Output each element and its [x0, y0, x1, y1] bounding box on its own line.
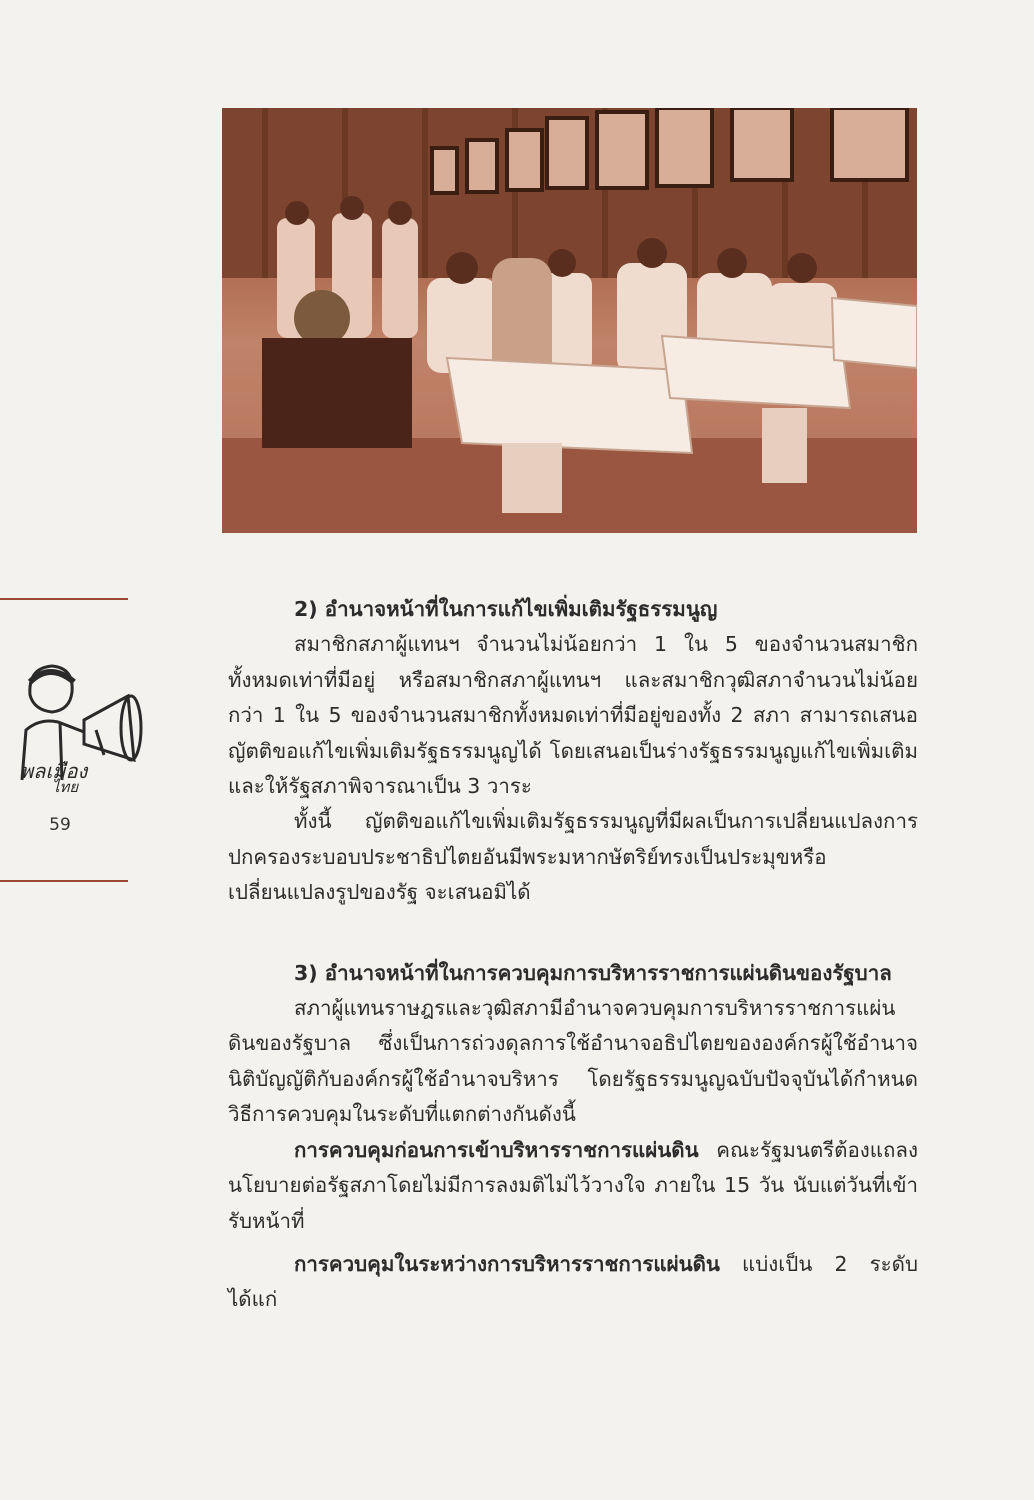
section-3-para-1: สภาผู้แทนราษฎรและวุฒิสภามีอำนาจควบคุมการบริหารราชการแผ่นดินของรัฐบาล ซึ่งเป็นการถ่วงดุลการใช้อำนาจอธิปไตยขององค์กรผู้ใช้อำนาจนิติบัญญัติกับองค์กรผู้ใช้อำนาจบริหาร โดยรัฐธรรมนูญฉบับปัจจุบันได้กำหนดวิธีการควบคุมในระดับที่แตกต่างกันดังนี้ — [228, 996, 918, 1127]
megaphone-icon — [0, 660, 150, 795]
svg-text:ไทย: ไทย — [52, 778, 79, 795]
section-3-para-3-bold: การควบคุมในระหว่างการบริหารราชการแผ่นดิน — [294, 1251, 720, 1276]
section-2-heading: 2) อำนาจหน้าที่ในการแก้ไขเพิ่มเติมรัฐธรรมนูญ — [294, 597, 718, 621]
mascot-logo — [0, 660, 150, 795]
photo-illustration — [222, 108, 917, 533]
body-text — [228, 592, 918, 1318]
svg-text:พลเมือง: พลเมือง — [20, 759, 88, 783]
section-3-heading: 3) อำนาจหน้าที่ในการควบคุมการบริหารราชการแผ่นดินของรัฐบาล — [294, 960, 892, 985]
section-3-para-3 — [228, 1247, 918, 1318]
margin-rule-bottom — [0, 880, 128, 882]
section-3-para-2-bold: การควบคุมก่อนการเข้าบริหารราชการแผ่นดิน — [294, 1137, 699, 1162]
assembly-photo — [222, 108, 917, 533]
section-3-para-2 — [228, 1133, 918, 1239]
page-number: 59 — [49, 815, 71, 835]
margin-rule-top — [0, 598, 128, 600]
section-2-para-2: ทั้งนี้ ญัตติขอแก้ไขเพิ่มเติมรัฐธรรมนูญที่มีผลเป็นการเปลี่ยนแปลงการปกครองระบอบประชาธิปไตยอันมีพระมหากษัตริย์ทรงเป็นประมุขหรือเปลี่ยนแปลงรูปของรัฐ จะเสนอมิได้ — [228, 809, 918, 905]
section-3-para-2-rest: คณะรัฐมนตรีต้องแถลงนโยบายต่อรัฐสภาโดยไม่มีการลงมติไม่ไว้วางใจ ภายใน 15 วัน นับแต่วันที่เข้ารับหน้าที่ — [228, 1137, 918, 1233]
section-2-para-1: สมาชิกสภาผู้แทนฯ จำนวนไม่น้อยกว่า 1 ใน 5 ของจำนวนสมาชิกทั้งหมดเท่าที่มีอยู่ หรือสมาชิกสภาผู้แทนฯ และสมาชิกวุฒิสภาจำนวนไม่น้อยกว่า 1 ใน 5 ของจำนวนสมาชิกทั้งหมดเท่าที่มีอยู่ของทั้ง 2 สภา สามารถเสนอญัตติขอแก้ไขเพิ่มเติมรัฐธรรมนูญได้ โดยเสนอเป็นร่างรัฐธรรมนูญแก้ไขเพิ่มเติมและให้รัฐสภาพิจารณาเป็น 3 วาระ — [228, 632, 918, 799]
section-3-para-3-rest: แบ่งเป็น 2 ระดับ ได้แก่ — [228, 1251, 918, 1312]
